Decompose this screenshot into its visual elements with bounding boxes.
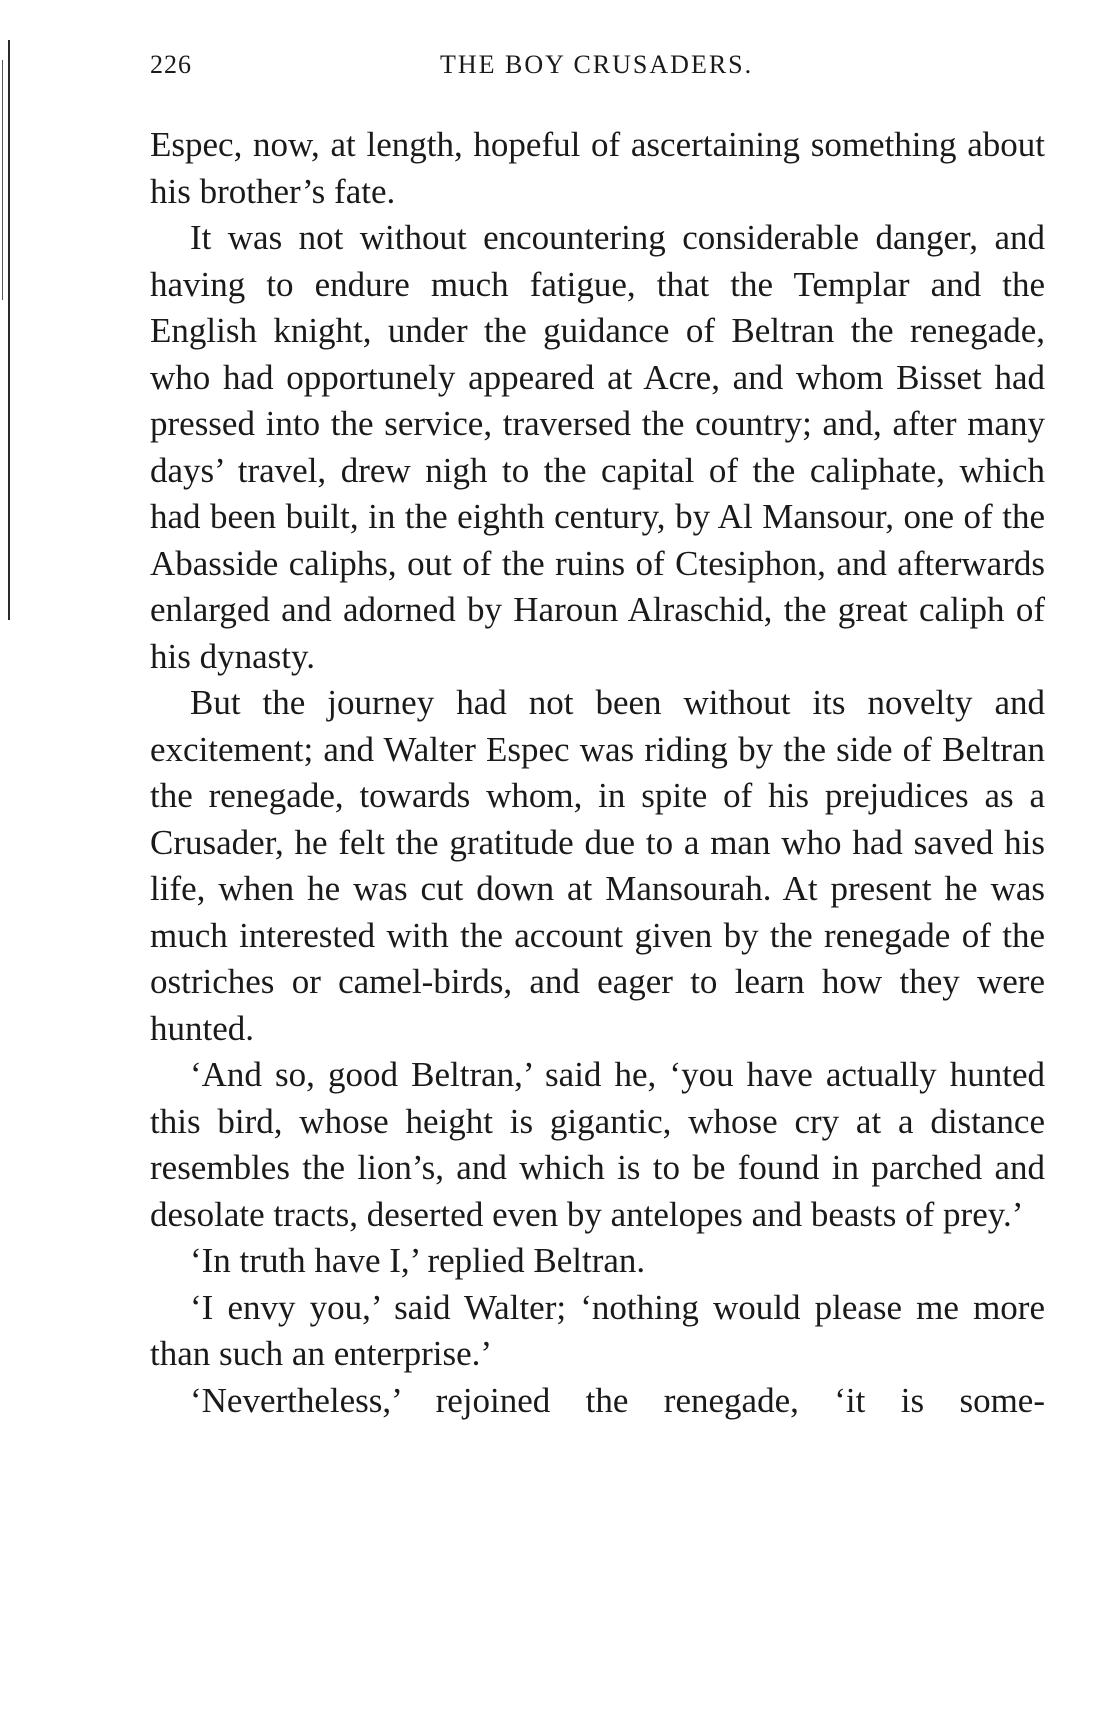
paragraph: But the journey had not been without its novelty and excitement; and Walter Espec was riding by the side of Beltran the renegade, towards whom, in spite of his prejudices as a Crusader, he felt the gratitude due to a man who had saved his life, when he was cut down at Mansourah. At present he was much interested with the account given by the renegade of the ostriches or camel-birds, and eager to learn how they were hunted. bbox=[150, 683, 1045, 1048]
paragraph-dialogue: ‘Nevertheless,’ rejoined the renegade, ‘it is some- bbox=[190, 1380, 1045, 1420]
running-head bbox=[150, 50, 1040, 90]
paragraph-dialogue: ‘And so, good Beltran,’ said he, ‘you have actually hunted this bird, whose height is gigantic, whose cry at a distance resembles the lion’s, and which is to be found in parched and desolate tracts, deserted even by antelopes and beasts of prey.’ bbox=[150, 1055, 1045, 1234]
paragraph-dialogue: ‘In truth have I,’ replied Beltran. bbox=[190, 1241, 646, 1280]
paragraph-continuation: Espec, now, at length, hopeful of ascertaining something about his brother’s fate. bbox=[150, 125, 1045, 211]
running-title: THE BOY CRUSADERS. bbox=[440, 50, 754, 79]
paragraph-dialogue: ‘I envy you,’ said Walter; ‘nothing would please me more than such an enterprise.’ bbox=[150, 1287, 1045, 1373]
page-number: 226 bbox=[150, 50, 192, 79]
paragraph: It was not without encountering considerable danger, and having to endure much fatigue, that the Templar and the English knight, under the guidance of Beltran the renegade, who had opportunely appeared at Acre, and whom Bisset had pressed into the service, traversed the country; and, after many days’ travel, drew nigh to the capital of the caliphate, which had been built, in the eighth century, by Al Mansour, one of the Abasside caliphs, out of the ruins of Ctesiphon, and afterwards enlarged and adorned by Haroun Alraschid, the great caliph of his dynasty. bbox=[150, 218, 1045, 676]
scan-gutter-mark-secondary bbox=[2, 60, 3, 300]
body-text bbox=[150, 122, 1045, 1424]
scan-gutter-mark bbox=[8, 40, 10, 620]
